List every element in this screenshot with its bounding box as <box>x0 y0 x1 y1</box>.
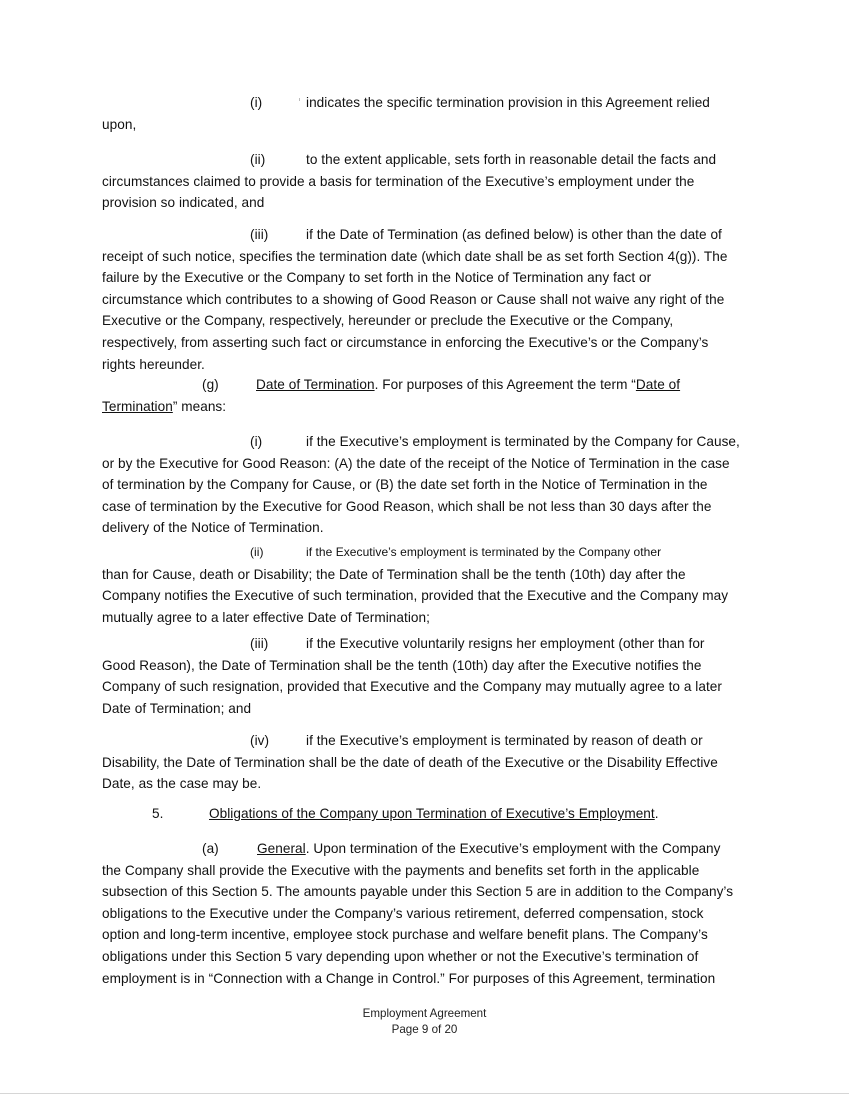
text-line: Company of such resignation, provided that Executive and the Company may mutually agree to a later <box>102 679 722 695</box>
item-number: (i) <box>250 95 263 110</box>
item-number: (a) <box>202 841 219 856</box>
text-line: Executive or the Company, respectively, hereunder or preclude the Executive or the Company, <box>102 313 674 329</box>
text-line: Company notifies the Executive of such termination, provided that the Executive and the Company may <box>102 588 729 604</box>
text-line: failure by the Executive or the Company to set forth in the Notice of Termination any fact or <box>102 270 652 286</box>
paragraph-f-ii <box>102 149 748 214</box>
paragraph-f-iii <box>102 224 748 375</box>
item-number: (ii) <box>250 152 266 167</box>
paragraph-g-ii <box>102 541 748 628</box>
item-number: (i) <box>250 434 263 449</box>
paragraph-g-iii <box>102 633 748 719</box>
item-number: (g) <box>202 377 219 392</box>
text-line: if the Executive’s employment is terminated by reason of death or <box>306 733 703 748</box>
text-line: receipt of such notice, specifies the termination date (which date shall be as set forth Section 4(g)). The <box>102 248 728 264</box>
paragraph-g-i <box>102 431 748 539</box>
text-line: the Company shall provide the Executive with the payments and benefits set forth in the applicable <box>102 862 700 878</box>
section-number: 5. <box>152 806 164 821</box>
text-line: of termination by the Company for Cause, or (B) the date set forth in the Notice of Termination in the <box>102 477 708 493</box>
text-span: . <box>654 806 659 821</box>
text-line: circumstances claimed to provide a basis for termination of the Executive’s employment under the <box>102 173 695 189</box>
section-heading: Date of Termination <box>256 377 375 392</box>
paragraph-5-a <box>102 838 748 989</box>
paragraph-g-iv <box>102 730 748 795</box>
text-line: option and long-term incentive, employee stock purchase and welfare benefit plans. The Company’s <box>102 927 708 943</box>
section-title: Obligations of the Company upon Termination of Executive’s Employment <box>209 806 655 821</box>
footer-title: Employment Agreement <box>362 1007 487 1020</box>
text-line: delivery of the Notice of Termination. <box>102 520 324 536</box>
text-span: . Upon termination of the Executive’s employment with the Company <box>305 841 721 856</box>
text-line: mutually agree to a later effective Date of Termination; <box>102 609 430 625</box>
text-line: if the Executive voluntarily resigns her employment (other than for <box>306 636 705 651</box>
paragraph-f-i <box>102 92 748 135</box>
text-line: circumstance which contributes to a showing of Good Reason or Cause shall not waive any right of the <box>102 291 725 307</box>
text-line: than for Cause, death or Disability; the Date of Termination shall be the tenth (10th) day after the <box>102 566 686 582</box>
text-line: provision so indicated, and <box>102 195 265 211</box>
text-line: obligations to the Executive under the Company’s various retirement, deferred compensation, stock <box>102 905 704 921</box>
text-span: . For purposes of this Agreement the term “ <box>374 377 636 392</box>
text-line: or by the Executive for Good Reason: (A) the date of the receipt of the Notice of Termination in the case <box>102 455 730 471</box>
text-line: case of termination by the Executive for Good Reason, which shall be not less than 30 days after the <box>102 498 712 514</box>
text-line: obligations under this Section 5 vary depending upon whether or not the Executive’s termination of <box>102 948 699 964</box>
defined-term: Date of <box>635 377 681 392</box>
text-line: respectively, from asserting such fact or circumstance in enforcing the Executive’s or the Company’s <box>102 334 709 350</box>
text-line: if the Date of Termination (as defined below) is other than the date of <box>306 227 722 242</box>
text-line: if the Executive’s employment is terminated by the Company other <box>306 545 662 559</box>
text-line: indicates the specific termination provision in this Agreement relied <box>306 95 710 110</box>
scan-speck <box>299 98 300 101</box>
text-line: Date, as the case may be. <box>102 776 262 792</box>
page-bottom-edge <box>0 1093 849 1094</box>
section-5-heading <box>102 803 748 825</box>
text-line: rights hereunder. <box>102 356 205 372</box>
text-line: subsection of this Section 5. The amounts payable under this Section 5 are in addition to the Company’s <box>102 884 734 900</box>
text-line: upon, <box>102 116 137 132</box>
text-line: Date of Termination; and <box>102 700 252 716</box>
text-line: Good Reason), the Date of Termination shall be the tenth (10th) day after the Executive notifies the <box>102 657 702 673</box>
text-span: ” means: <box>172 398 227 414</box>
text-line: if the Executive’s employment is terminated by the Company for Cause, <box>306 434 740 449</box>
text-line: Disability, the Date of Termination shall be the date of death of the Executive or the Disability Effective <box>102 754 718 770</box>
text-line: employment is in “Connection with a Change in Control.” For purposes of this Agreement, termination <box>102 970 716 986</box>
item-number: (iv) <box>250 733 270 748</box>
item-number: (iii) <box>250 636 269 651</box>
item-number: (ii) <box>250 545 264 559</box>
footer-page-number: Page 9 of 20 <box>391 1023 458 1036</box>
defined-term: Termination <box>102 398 173 414</box>
item-number: (iii) <box>250 227 269 242</box>
text-line: to the extent applicable, sets forth in reasonable detail the facts and <box>306 152 717 167</box>
page-footer <box>0 1006 849 1038</box>
section-heading: General <box>257 841 306 856</box>
paragraph-g <box>102 374 748 417</box>
